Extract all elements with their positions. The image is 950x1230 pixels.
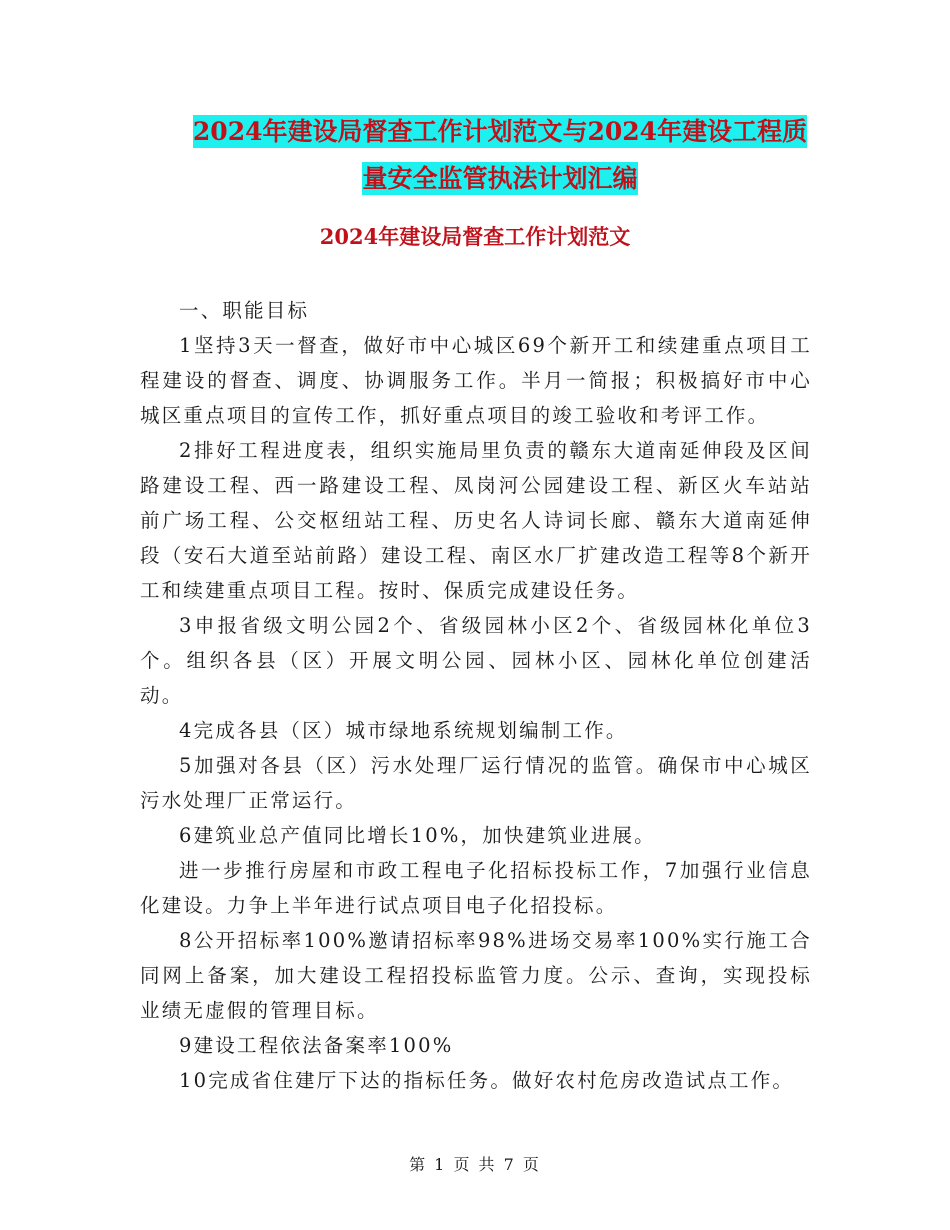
paragraph: 3申报省级文明公园2个、省级园林小区2个、省级园林化单位3个。组织各县（区）开展文明公园、园林小区、园林化单位创建活动。 <box>140 614 812 707</box>
document-body <box>140 293 812 1098</box>
paragraph: 进一步推行房屋和市政工程电子化招标投标工作，7加强行业信息化建设。力争上半年进行试点项目电子化招投标。 <box>140 859 812 917</box>
paragraph: 8公开招标率100%邀请招标率98%进场交易率100%实行施工合同网上备案，加大建设工程招投标监管力度。公示、查询，实现投标业绩无虚假的管理目标。 <box>140 929 812 1022</box>
paragraph: 一、职能目标 <box>179 299 310 322</box>
paragraph: 9建设工程依法备案率100% <box>179 1034 454 1057</box>
paragraph: 6建筑业总产值同比增长10%，加快建筑业进展。 <box>179 824 656 847</box>
page-footer: 第 1 页 共 7 页 <box>409 1155 541 1174</box>
paragraph: 10完成省住建厅下达的指标任务。做好农村危房改造试点工作。 <box>179 1069 795 1092</box>
paragraph: 2排好工程进度表，组织实施局里负责的赣东大道南延伸段及区间路建设工程、西一路建设工程、凤岗河公园建设工程、新区火车站站前广场工程、公交枢纽站工程、历史名人诗词长廊、赣东大道南延伸段（安石大道至站前路）建设工程、南区水厂扩建改造工程等8个新开工和续建重点项目工程。按时、保质完成建设任务。 <box>140 439 812 602</box>
document-title-line1: 2024年建设局督查工作计划范文与2024年建设工程质 <box>192 117 808 146</box>
document-title <box>140 108 860 202</box>
paragraph: 1坚持3天一督查，做好市中心城区69个新开工和续建重点项目工程建设的督查、调度、协调服务工作。半月一简报；积极搞好市中心城区重点项目的宣传工作，抓好重点项目的竣工验收和考评工作。 <box>140 334 812 427</box>
paragraph: 4完成各县（区）城市绿地系统规划编制工作。 <box>179 719 628 742</box>
section-subtitle: 2024年建设局督查工作计划范文 <box>319 224 631 249</box>
document-title-line2: 量安全监管执法计划汇编 <box>362 164 638 193</box>
paragraph: 5加强对各县（区）污水处理厂运行情况的监管。确保市中心城区污水处理厂正常运行。 <box>140 754 812 812</box>
